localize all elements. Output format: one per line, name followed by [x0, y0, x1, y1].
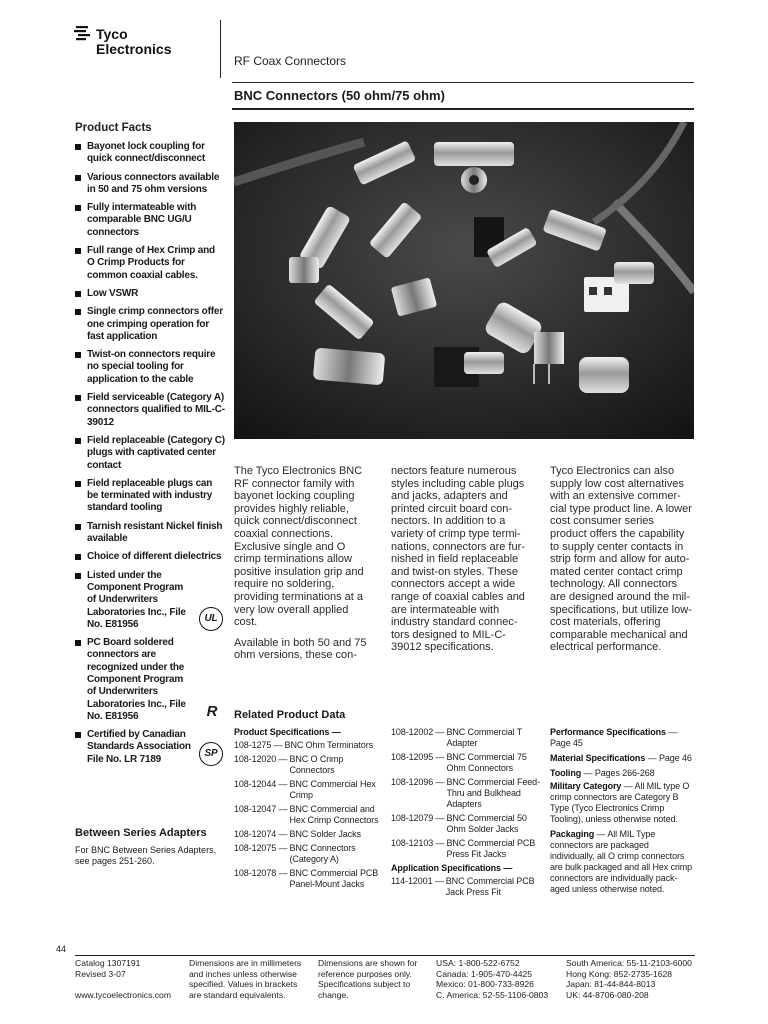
bullet-icon: [75, 554, 81, 560]
header-rule: [232, 82, 694, 83]
product-fact-item: [75, 349, 225, 386]
spec-row: [391, 752, 541, 774]
spec-part-number: 114-12001 —: [391, 876, 444, 886]
footer-dimensions-1: Dimensions are in millimeters and inches unless otherwise specified. Values in brackets are standard equivalents.: [189, 958, 302, 1000]
spec-part-number: 108-12103 —: [391, 838, 445, 848]
body-paragraph: Available in both 50 and 75 ohm versions, these con-: [234, 636, 367, 662]
page-title: BNC Connectors (50 ohm/75 ohm): [234, 88, 445, 103]
performance-value: — Page 45: [550, 727, 678, 748]
tyco-logo-icon: [74, 24, 92, 42]
product-fact-text: Various connectors available in 50 and 75 ohm versions: [87, 171, 220, 195]
catalog-number: Catalog 1307191: [75, 958, 141, 968]
csa-certified-icon: SP: [199, 742, 223, 766]
spec-description: BNC O Crimp Connectors: [289, 754, 344, 775]
page-number: 44: [56, 944, 67, 954]
product-fact-text: Choice of different dielectrics: [87, 551, 222, 563]
bullet-icon: [75, 573, 81, 579]
bullet-icon: [75, 640, 81, 646]
product-fact-text: Field replaceable plugs can be terminated with industry standard tooling: [87, 477, 213, 514]
spec-part-number: 108-12095 —: [391, 752, 445, 762]
bullet-icon: [75, 352, 81, 358]
spec-description: BNC Commercial and Hex Crimp Connectors: [289, 804, 379, 825]
spec-part-number: 108-12044 —: [234, 779, 288, 789]
bullet-icon: [75, 248, 81, 254]
body-column-3: [550, 465, 692, 662]
contact-phone: Japan: 81-44-844-8013: [566, 979, 656, 990]
between-series-text: For BNC Between Series Adapters, see pages 251-260.: [75, 845, 217, 866]
product-fact-text: Full range of Hex Crimp and O Crimp Products for common coaxial cables.: [87, 245, 215, 281]
spec-part-number: 108-12096 —: [391, 777, 445, 787]
contact-phone: Hong Kong: 852-2735-1628: [566, 968, 673, 979]
body-paragraph: The Tyco Electronics BNC RF connector family with bayonet locking coupling provides highly reliable, quick connect/disconnect coaxial connections. Exclusive single and O crimp terminations allow positive insulation grip and require no soldering, providing terminations at a very low overall applied cost.: [234, 465, 364, 629]
related-col-2: [391, 727, 541, 901]
body-paragraph: nectors feature numerous styles including cable plugs and jacks, adapters and printed circuit board con-nectors. In addition to a variety of crimp type termi-nations, connectors are fur-nished in field replaceable and twist-on styles. These connectors accept a wide range of coaxial cables and are intermateable with industry standard connec-tors designed to MIL-C-39012 specifications.: [391, 465, 525, 654]
product-fact-item: [75, 245, 225, 282]
spec-description: BNC Commercial Feed-Thru and Bulkhead Adapters: [446, 777, 540, 809]
spec-row: [234, 829, 384, 840]
product-fact-item: [75, 435, 225, 472]
header-divider: [220, 20, 221, 78]
product-fact-item: [75, 551, 225, 563]
spec-part-number: 108-12078 —: [234, 868, 288, 878]
product-fact-item: [75, 141, 225, 166]
spec-description: BNC Commercial PCB Jack Press Fit: [445, 876, 535, 897]
material-specs: [550, 753, 695, 764]
spec-row: [234, 740, 384, 751]
footer-catalog: [75, 958, 180, 1000]
product-fact-item: [75, 521, 225, 546]
military-label: Military Category: [550, 781, 622, 791]
bullet-icon: [75, 291, 81, 297]
bullet-icon: [75, 481, 81, 487]
bullet-icon: [75, 524, 81, 530]
spec-part-number: 108-12020 —: [234, 754, 288, 764]
app-specs-label: Application Specifications —: [391, 863, 513, 873]
contact-phone: C. America: 52-55-1106-0803: [436, 989, 549, 1000]
bullet-icon: [75, 205, 81, 211]
packaging-label: Packaging: [550, 829, 595, 839]
product-fact-text: Fully intermateable with comparable BNC UG/U connectors: [87, 202, 197, 238]
product-fact-item: [75, 392, 225, 429]
product-fact-item: [75, 202, 225, 239]
revised-date: Revised 3-07: [75, 968, 126, 979]
footer-rule: [75, 955, 695, 956]
spec-description: BNC Commercial T Adapter: [446, 727, 523, 748]
body-paragraph: Tyco Electronics can also supply low cost alternatives with an extensive commer-cial type product line. A lower cost consumer series product offers the capability to supply center contacts in strip form and allow for auto-mated center contact crimp technology. All connectors are designed around the mil-specifications, but utilize low-cost materials, offering comparable mechanical and electrical performance.: [550, 465, 692, 654]
material-label: Material Specifications: [550, 753, 646, 763]
product-fact-text: PC Board soldered connectors are recognized under the Component Program of Underwriters Laboratories Inc., File No. E81956: [87, 637, 186, 722]
spec-row: [234, 804, 384, 826]
ul-recognized-icon: R: [206, 703, 218, 721]
spec-row: [391, 727, 541, 749]
spec-part-number: 108-12047 —: [234, 804, 288, 814]
product-facts-title: Product Facts: [75, 122, 152, 134]
spec-row: [391, 777, 541, 810]
product-photo: [234, 122, 694, 439]
spec-description: BNC Commercial PCB Panel-Mount Jacks: [289, 868, 379, 889]
product-fact-text: Single crimp connectors offer one crimping operation for fast application: [87, 306, 223, 342]
product-fact-text: Twist-on connectors require no special tooling for application to the cable: [87, 349, 216, 385]
brand-line-2: Electronics: [96, 41, 172, 57]
bullet-icon: [75, 395, 81, 401]
spec-part-number: 108-1275 —: [234, 740, 283, 750]
spec-description: BNC Commercial PCB Press Fit Jacks: [446, 838, 536, 859]
product-fact-text: Tarnish resistant Nickel finish available: [87, 520, 223, 545]
packaging-info: [550, 829, 695, 895]
spec-description: BNC Commercial 75 Ohm Connectors: [446, 752, 527, 773]
body-column-1: [234, 465, 370, 670]
footer-phones-1: [436, 958, 561, 1000]
tooling-value: — Pages 266-268: [583, 768, 655, 778]
military-value: — All MIL type O crimp connectors are Category B Type (Tyco Electronics Crimp Tooling), unless otherwise noted.: [550, 781, 690, 824]
spec-part-number: 108-12074 —: [234, 829, 288, 839]
product-fact-item: [75, 570, 225, 631]
tooling-info: [550, 768, 695, 779]
product-specs-label: Product Specifications —: [234, 727, 341, 737]
spec-row: [234, 868, 384, 890]
spec-row: [391, 876, 541, 898]
spec-description: BNC Connectors (Category A): [289, 843, 356, 864]
bullet-icon: [75, 732, 81, 738]
ul-listed-icon: UL: [199, 607, 223, 631]
brand-name: [96, 27, 171, 57]
product-fact-item: [75, 478, 225, 515]
product-fact-item: [75, 172, 225, 197]
contact-phone: USA: 1-800-522-6752: [436, 958, 520, 968]
spec-part-number: 108-12002 —: [391, 727, 445, 737]
product-facts-list: [75, 141, 225, 772]
between-series-title: Between Series Adapters: [75, 827, 207, 839]
brand-line-1: Tyco: [96, 26, 128, 42]
title-rule: [232, 108, 694, 110]
spec-description: BNC Commercial Hex Crimp: [289, 779, 376, 800]
military-category: [550, 781, 695, 825]
product-fact-text: Certified by Canadian Standards Association File No. LR 7189: [87, 729, 191, 765]
performance-specs: [550, 727, 695, 749]
spec-row: [234, 754, 384, 776]
contact-phone: South America: 55-11-2103-6000: [566, 958, 692, 968]
body-column-2: [391, 465, 527, 662]
spec-part-number: 108-12079 —: [391, 813, 445, 823]
bullet-icon: [75, 144, 81, 150]
packaging-value: — All MIL Type connectors are packaged individually, all O crimp connectors are bulk packaged and all Hex crimp connectors are individually pack-aged unless otherwise noted.: [550, 829, 693, 894]
product-fact-item: [75, 288, 225, 300]
spec-row: [391, 813, 541, 835]
contact-phone: Canada: 1-905-470-4425: [436, 968, 533, 979]
spec-row: [234, 843, 384, 865]
spec-row: [391, 838, 541, 860]
contact-phone: Mexico: 01-800-733-8926: [436, 979, 534, 990]
bullet-icon: [75, 309, 81, 315]
spec-description: BNC Solder Jacks: [289, 829, 361, 839]
footer-dimensions-2: Dimensions are shown for reference purposes only. Specifications subject to change.: [318, 958, 418, 1000]
product-fact-item: [75, 729, 225, 766]
section-label: RF Coax Connectors: [234, 54, 347, 68]
product-fact-text: Bayonet lock coupling for quick connect/disconnect: [87, 141, 206, 165]
product-fact-text: Listed under the Component Program of Underwriters Laboratories Inc., File No. E81956: [87, 569, 186, 630]
product-fact-item: [75, 637, 225, 723]
product-fact-text: Field serviceable (Category A) connectors qualified to MIL-C-39012: [87, 392, 225, 428]
product-fact-text: Field replaceable (Category C) plugs with captivated center contact: [87, 434, 225, 471]
website-link[interactable]: www.tycoelectronics.com: [75, 989, 171, 1000]
connectors-photo-illustration: [234, 122, 694, 439]
spec-part-number: 108-12075 —: [234, 843, 288, 853]
spec-row: [234, 779, 384, 801]
tooling-label: Tooling: [550, 768, 582, 778]
product-fact-text: Low VSWR: [87, 287, 139, 299]
spec-description: BNC Commercial 50 Ohm Solder Jacks: [446, 813, 527, 834]
footer-phones-2: [566, 958, 696, 1000]
spec-description: BNC Ohm Terminators: [284, 740, 374, 750]
bullet-icon: [75, 175, 81, 181]
product-fact-item: [75, 306, 225, 343]
related-data-title: Related Product Data: [234, 709, 346, 721]
performance-label: Performance Specifications: [550, 727, 666, 737]
related-col-1: [234, 727, 384, 893]
related-col-3: [550, 727, 695, 895]
contact-phone: UK: 44-8706-080-208: [566, 989, 649, 1000]
bullet-icon: [75, 438, 81, 444]
material-value: — Page 46: [647, 753, 692, 763]
